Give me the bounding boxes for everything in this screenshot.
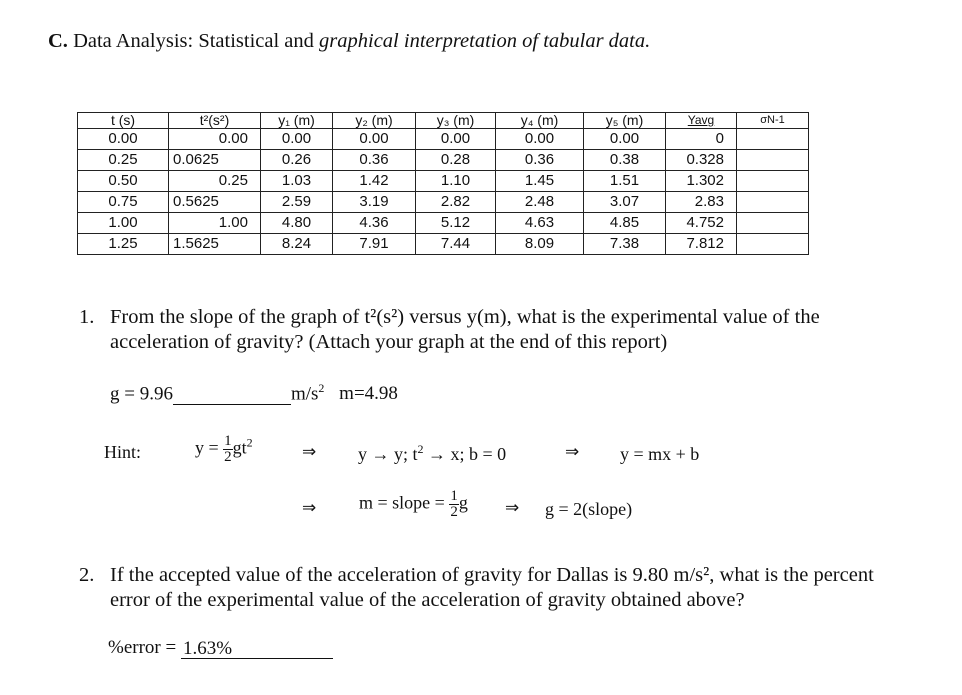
table-cell: 1.51 [584, 171, 666, 192]
frac-den: 2 [450, 504, 458, 520]
table-cell: 4.85 [584, 213, 666, 234]
table-cell [737, 192, 809, 213]
table-cell: 4.36 [333, 213, 416, 234]
answer-unit-exp: 2 [318, 381, 325, 395]
table-cell: 4.752 [666, 213, 737, 234]
header-cell: t²(s²) [169, 113, 261, 129]
section-letter: C. [48, 30, 68, 52]
table-cell: 0 [666, 129, 737, 150]
header-cell: σN-1 [737, 113, 809, 129]
eq2-rest: → x; b = 0 [423, 444, 507, 464]
table-cell: 1.45 [496, 171, 584, 192]
table-cell: 7.38 [584, 234, 666, 255]
table-cell: 5.12 [416, 213, 496, 234]
table-cell: 7.812 [666, 234, 737, 255]
table-cell: 2.82 [416, 192, 496, 213]
header-cell: Yavg [666, 113, 737, 129]
fraction-half [449, 489, 459, 520]
table-cell: 0.0625 [169, 150, 261, 171]
hint-equation-1 [195, 434, 253, 465]
header-cell: t (s) [78, 113, 169, 129]
table-cell: 2.48 [496, 192, 584, 213]
table-row [78, 234, 809, 255]
eq1-exp: 2 [246, 435, 253, 450]
answer-prefix: g = 9.96 [110, 383, 173, 405]
table-cell: 1.10 [416, 171, 496, 192]
table-cell: 0.00 [496, 129, 584, 150]
hint-equation-3: y = mx + b [620, 444, 700, 464]
frac-den: 2 [224, 449, 232, 465]
table-cell: 4.63 [496, 213, 584, 234]
hint-equation-4 [359, 489, 468, 520]
table-cell [737, 150, 809, 171]
answer-2-line [108, 637, 333, 659]
eq2-exp: 2 [417, 442, 424, 456]
table-cell: 0.00 [78, 129, 169, 150]
table-cell: 0.28 [416, 150, 496, 171]
header-cell: y₄ (m) [496, 113, 584, 129]
eq1-lhs: y = [195, 437, 219, 458]
table-cell: 1.25 [78, 234, 169, 255]
table-cell: 1.42 [333, 171, 416, 192]
eq2-text: y → y; t [358, 444, 418, 464]
error-prefix: %error = [108, 637, 181, 658]
table-cell: 0.00 [416, 129, 496, 150]
table-cell: 0.36 [333, 150, 416, 171]
table-cell: 4.80 [261, 213, 333, 234]
table-cell: 0.328 [666, 150, 737, 171]
table-cell: 1.00 [169, 213, 261, 234]
eq4-lhs: m = slope = [359, 492, 445, 513]
table-row [78, 171, 809, 192]
table-row [78, 213, 809, 234]
implies-arrow-icon: ⇒ [302, 498, 317, 518]
error-value: 1.63% [182, 638, 233, 659]
table-cell: 1.00 [78, 213, 169, 234]
table-cell: 0.25 [78, 150, 169, 171]
question-text: From the slope of the graph of t²(s²) versus y(m), what is the experimental value of the acceleration of gravity? (Attach your graph at the end of this report) [110, 306, 820, 353]
table-cell: 3.19 [333, 192, 416, 213]
implies-arrow-icon: ⇒ [565, 442, 580, 462]
table-cell: 0.38 [584, 150, 666, 171]
fraction-half [223, 434, 233, 465]
frac-num: 1 [224, 433, 232, 449]
table-body [78, 129, 809, 255]
question-number: 2. [79, 564, 95, 586]
answer-blank[interactable] [173, 384, 291, 405]
hint-equation-2 [358, 442, 506, 465]
table-cell: 8.09 [496, 234, 584, 255]
table-cell [737, 213, 809, 234]
eq1-rhs: gt [232, 437, 247, 458]
header-cell: y₅ (m) [584, 113, 666, 129]
error-answer-field[interactable] [181, 638, 333, 659]
table-cell: 0.36 [496, 150, 584, 171]
table-cell: 1.5625 [169, 234, 261, 255]
table-cell: 1.302 [666, 171, 737, 192]
table-cell: 7.91 [333, 234, 416, 255]
table-cell: 0.50 [78, 171, 169, 192]
section-heading [48, 30, 650, 53]
table-cell: 3.07 [584, 192, 666, 213]
table-cell: 0.26 [261, 150, 333, 171]
table-cell: 0.00 [333, 129, 416, 150]
heading-text: Data Analysis: Statistical and [73, 30, 314, 52]
table-cell: 7.44 [416, 234, 496, 255]
implies-arrow-icon: ⇒ [505, 498, 520, 518]
table-cell: 0.00 [584, 129, 666, 150]
header-cell: y₁ (m) [261, 113, 333, 129]
header-cell: y₂ (m) [333, 113, 416, 129]
table-cell: 0.75 [78, 192, 169, 213]
table-cell [737, 171, 809, 192]
answer-unit: m/s [290, 383, 319, 405]
table-header-row [78, 113, 809, 129]
eq4-rhs: g [458, 492, 468, 513]
question-text: If the accepted value of the acceleration of gravity for Dallas is 9.80 m/s², what is the percent error of the experimental value of the acceleration of gravity obtained above? [110, 564, 874, 611]
heading-italic-text: graphical interpretation of tabular data. [319, 30, 651, 52]
table-cell: 1.03 [261, 171, 333, 192]
header-cell: y₃ (m) [416, 113, 496, 129]
table-row [78, 192, 809, 213]
data-table [77, 112, 809, 255]
answer-1-line [110, 381, 398, 405]
table-cell: 2.83 [666, 192, 737, 213]
hint-label: Hint: [104, 442, 142, 462]
slope-note: m=4.98 [339, 383, 398, 405]
table-cell: 0.25 [169, 171, 261, 192]
table-cell [737, 234, 809, 255]
implies-arrow-icon: ⇒ [302, 442, 317, 462]
table-row [78, 150, 809, 171]
table-cell: 8.24 [261, 234, 333, 255]
hint-equation-5: g = 2(slope) [545, 499, 633, 519]
table-cell [737, 129, 809, 150]
table-row [78, 129, 809, 150]
frac-num: 1 [450, 488, 458, 504]
table-cell: 0.5625 [169, 192, 261, 213]
question-number: 1. [79, 306, 95, 328]
table-cell: 2.59 [261, 192, 333, 213]
table-cell: 0.00 [169, 129, 261, 150]
table-cell: 0.00 [261, 129, 333, 150]
